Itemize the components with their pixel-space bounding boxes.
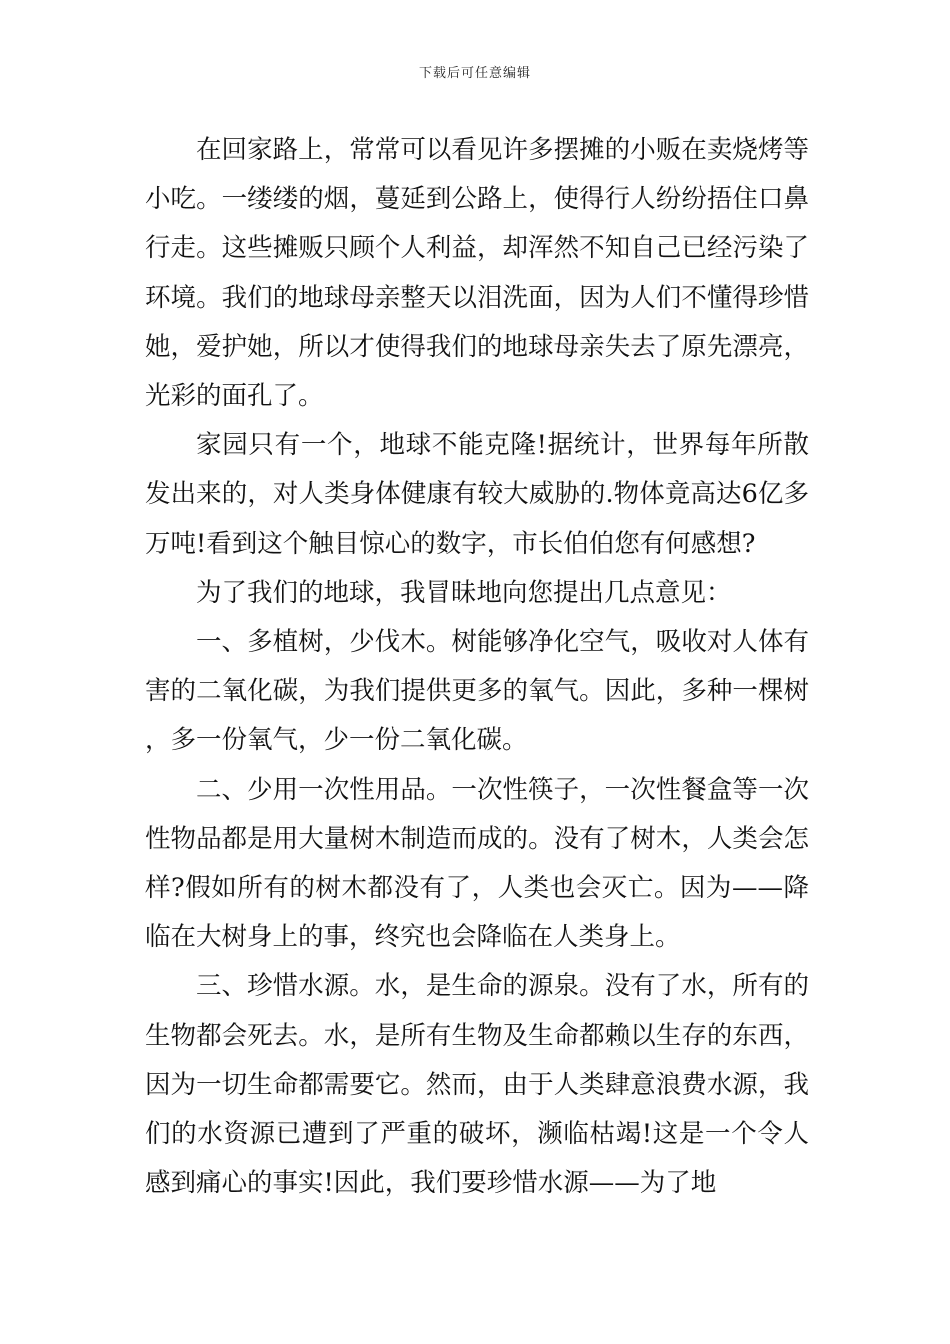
paragraph-statistics: 家园只有一个，地球不能克隆!据统计，世界每年所散发出来的，对人类身体健康有较大威胁的.物体竟高达6亿多万吨!看到这个触目惊心的数字，市长伯伯您有何感想? <box>145 430 809 559</box>
paragraph-suggestions-intro: 为了我们的地球，我冒昧地向您提出几点意见： <box>196 577 732 608</box>
paragraph-suggestion-two: 二、少用一次性用品。一次性筷子，一次性餐盒等一次性物品都是用大量树木制造而成的。没有了树木，人类会怎样?假如所有的树木都没有了，人类也会灭亡。因为——降临在大树身上的事，终究也会降临在人类身上。 <box>145 774 809 953</box>
page-header: 下载后可任意编辑 <box>418 66 531 81</box>
paragraph-suggestion-three: 三、珍惜水源。水，是生命的源泉。没有了水，所有的生物都会死去。水，是所有生物及生命都赖以生存的东西，因为一切生命都需要它。然而，由于人类肆意浪费水源，我们的水资源已遭到了严重的破坏，濒临枯竭!这是一个令人感到痛心的事实!因此，我们要珍惜水源——为了地 <box>145 971 809 1199</box>
document-body <box>145 126 809 1208</box>
paragraph-suggestion-one: 一、多植树，少伐木。树能够净化空气，吸收对人体有害的二氧化碳，为我们提供更多的氧气。因此，多种一棵树，多一份氧气，少一份二氧化碳。 <box>145 627 809 756</box>
paragraph-street-vendors: 在回家路上，常常可以看见许多摆摊的小贩在卖烧烤等小吃。一缕缕的烟，蔓延到公路上，使得行人纷纷捂住口鼻行走。这些摊贩只顾个人利益，却浑然不知自己已经污染了环境。我们的地球母亲整天以泪洗面，因为人们不懂得珍惜她，爱护她，所以才使得我们的地球母亲失去了原先漂亮，光彩的面孔了。 <box>145 135 809 412</box>
